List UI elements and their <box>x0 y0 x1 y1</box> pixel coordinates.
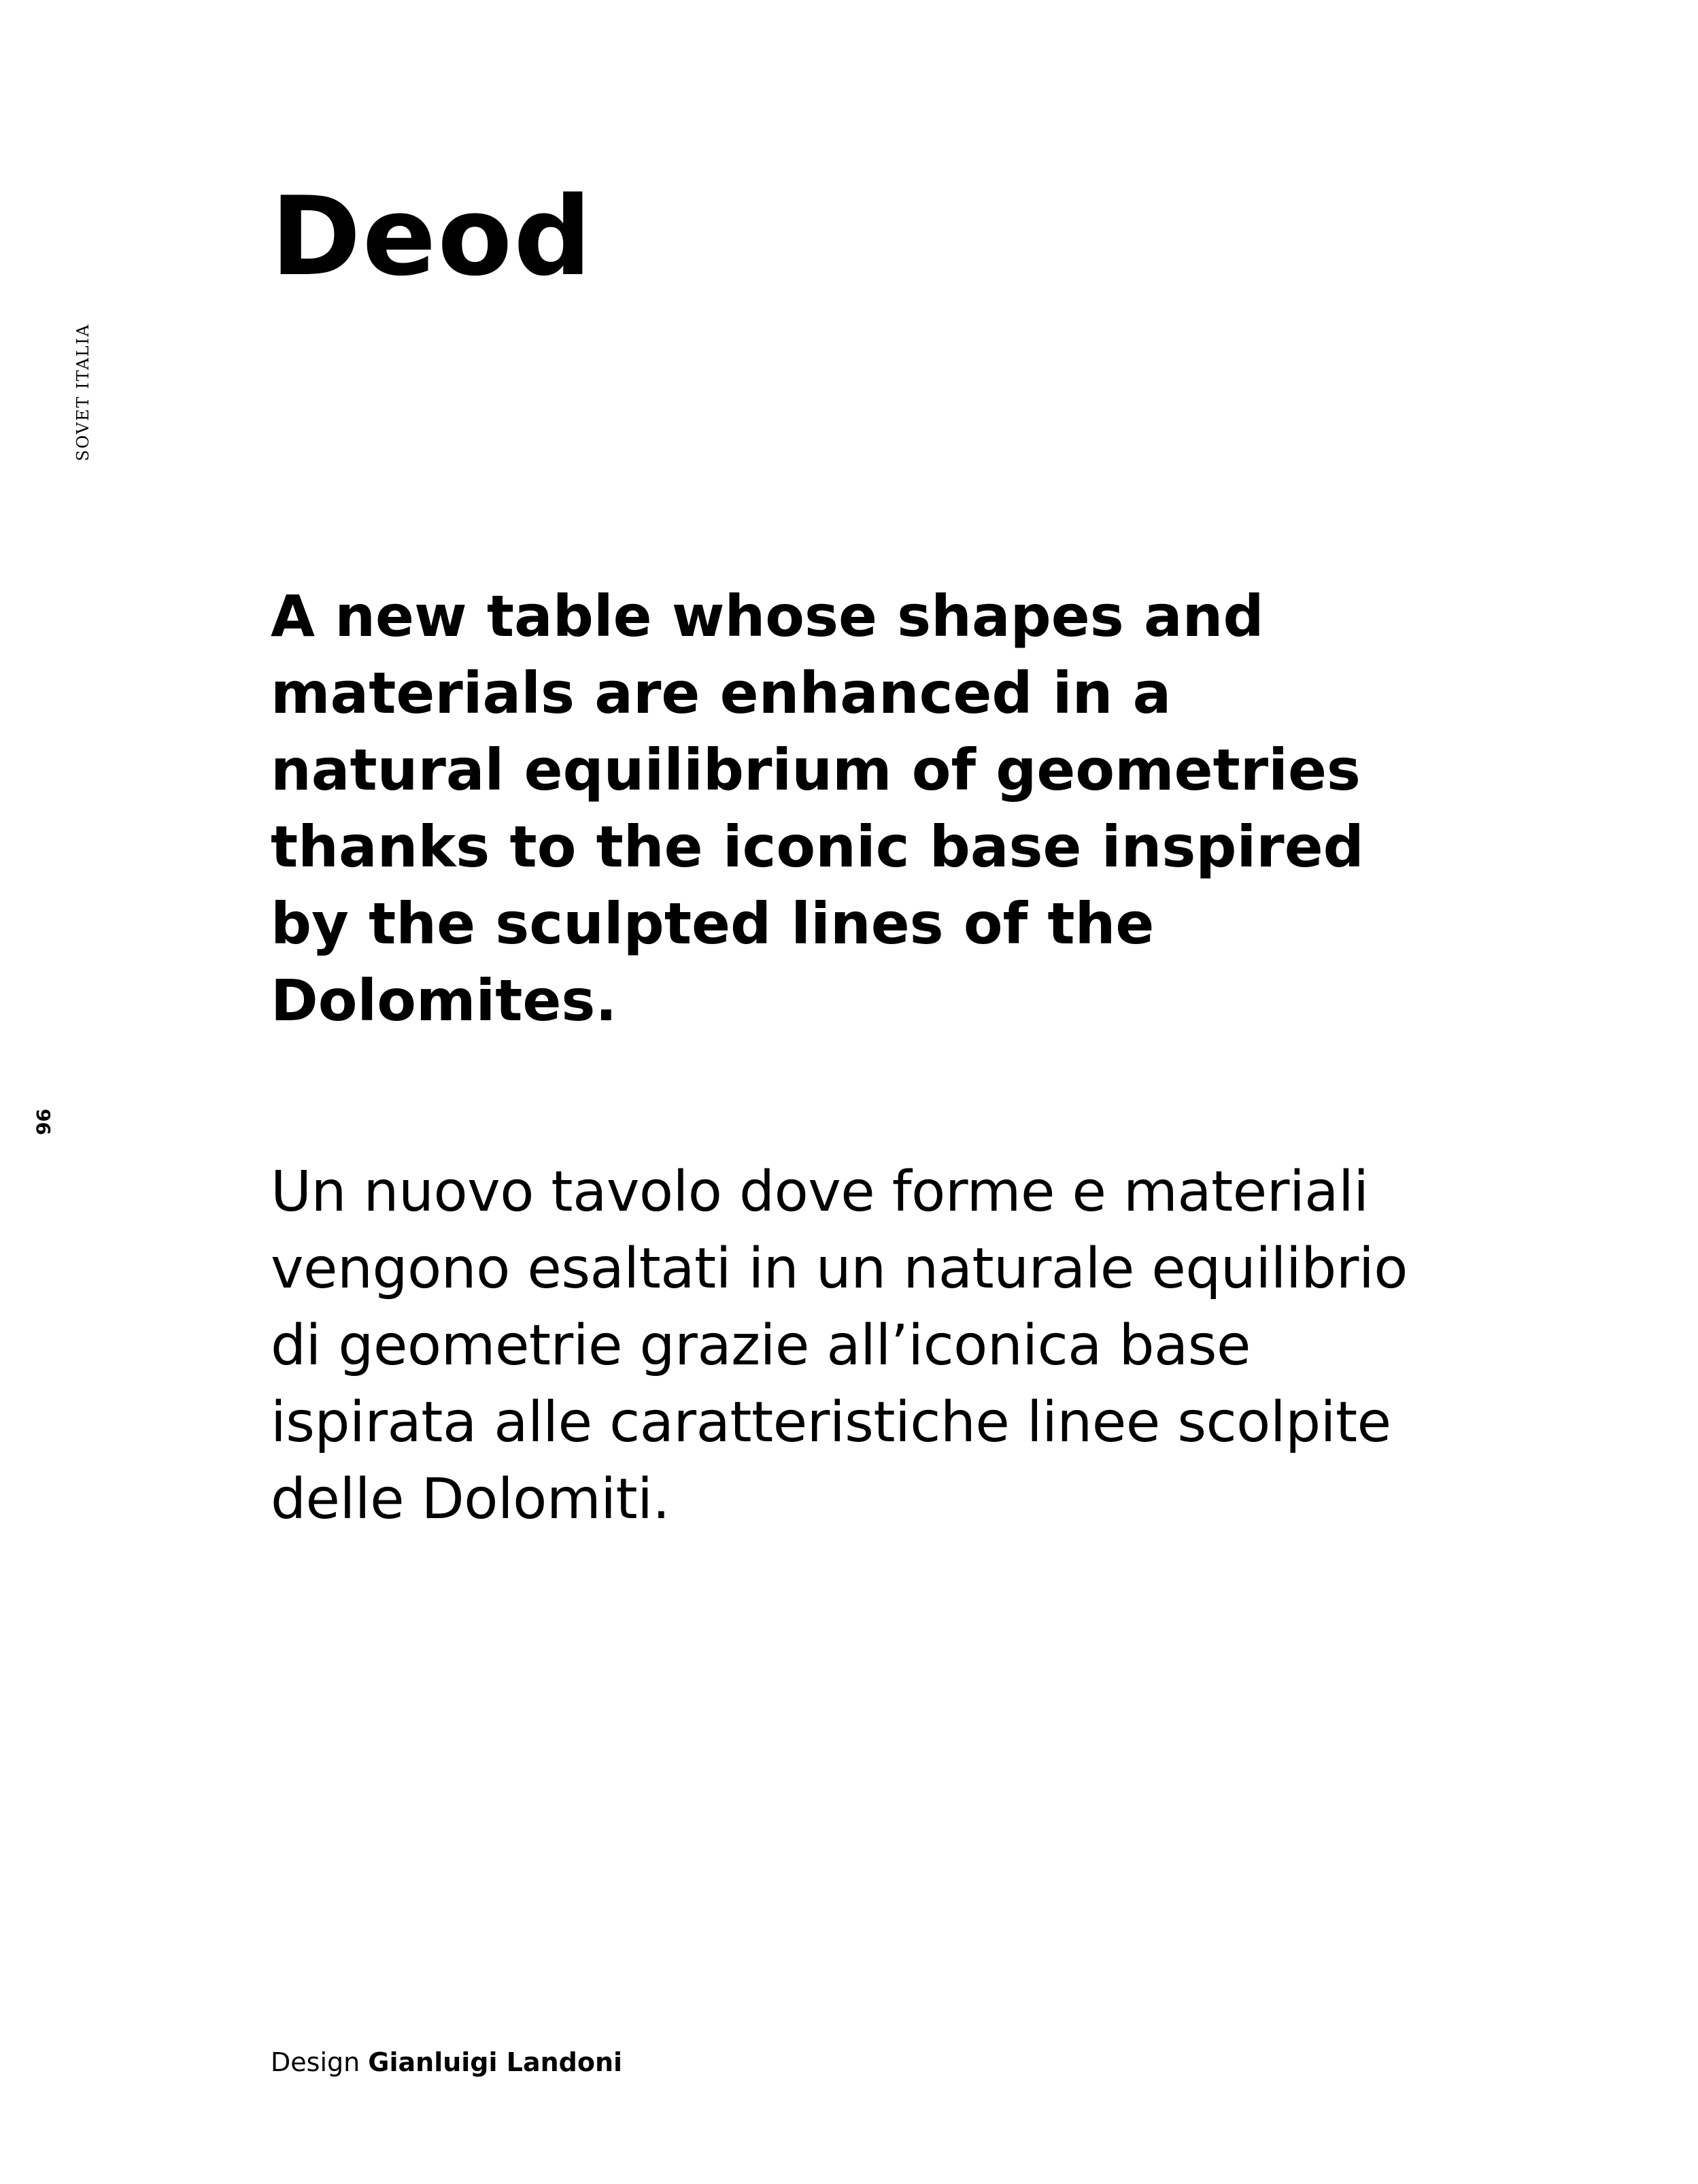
body-line: Un nuovo tavolo dove forme e materiali <box>271 1160 1369 1224</box>
lede-paragraph-english <box>271 578 1495 1039</box>
lede-line: materials are enhanced in a <box>271 660 1172 726</box>
body-line: di geometrie grazie all’iconica base <box>271 1313 1251 1378</box>
body-line: delle Dolomiti. <box>271 1467 670 1532</box>
lede-line: A new table whose shapes and <box>271 583 1264 650</box>
lede-line: natural equilibrium of geometries <box>271 737 1361 803</box>
designer-name: Gianluigi Landoni <box>368 2047 623 2077</box>
lede-line: Dolomites. <box>271 967 617 1034</box>
page-number: 96 <box>32 1109 54 1135</box>
lede-line: thanks to the iconic base inspired <box>271 813 1364 880</box>
body-line: ispirata alle caratteristiche linee scolpite <box>271 1390 1391 1455</box>
design-credit <box>271 2047 622 2077</box>
lede-line: by the sculpted lines of the <box>271 890 1155 957</box>
credit-label: Design <box>271 2047 360 2077</box>
body-line: vengono esaltati in un naturale equilibrio <box>271 1237 1408 1301</box>
brand-vertical-label: SOVET ITALIA <box>73 323 92 461</box>
page-title: Deod <box>271 173 593 300</box>
body-paragraph-italian <box>271 1154 1563 1538</box>
